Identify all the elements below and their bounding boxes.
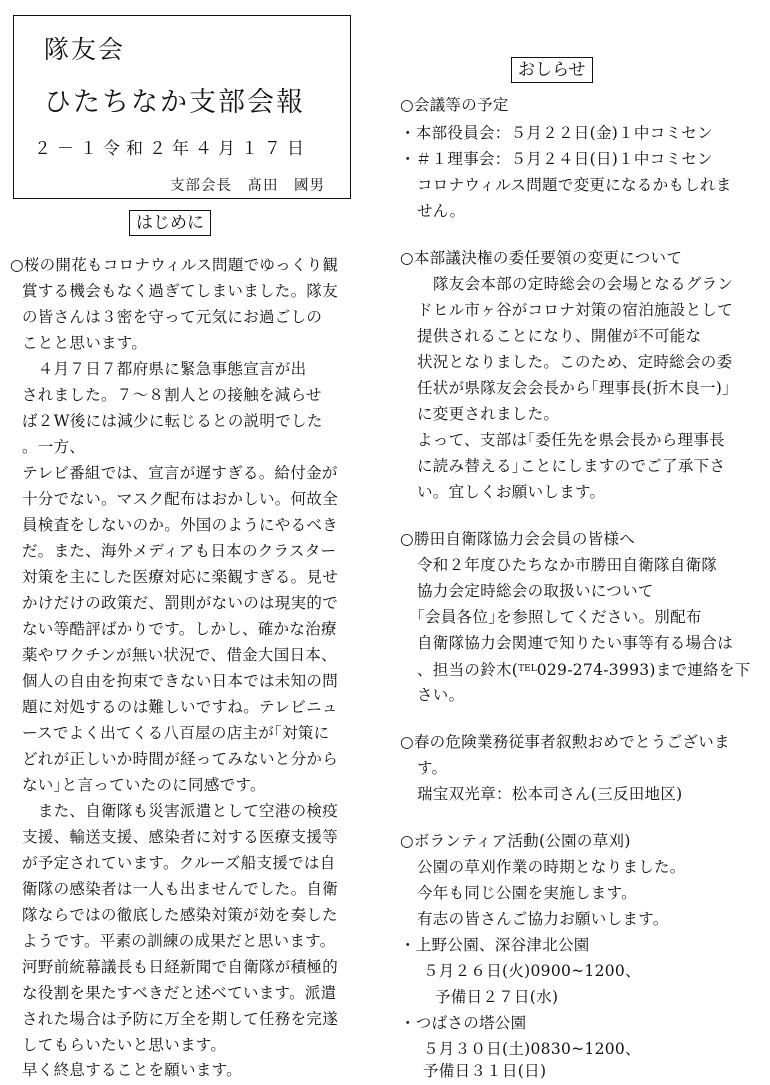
award-line: 瑞宝双光章：松本司さん(三反田地区) [417,785,683,803]
volunteer-line: 予備日２７日(水) [435,988,559,1006]
volunteer-line: 今年も同じ公園を実施します。 [417,884,637,902]
intro-line: テレビ番組では、宣言が遅すぎる。給付金が [22,464,338,482]
newsletter-title: ひたちなか支部会報 [44,87,305,118]
award-title: ○春の危険業務従事者叙勲おめでとうございま [400,733,730,751]
intro-line: ４月７日７都府県に緊急事態宣言が出 [22,360,307,378]
intro-line: ようです。平素の訓練の成果だと思います。 [22,932,336,950]
proxy-line: よって、支部は｢委任先を県会長から理事長 [417,431,725,449]
intro-line: だ。また、海外メディアも日本のクラスター [22,542,337,560]
katsuta-line: さい。 [417,686,465,704]
meetings-line: ・本部役員会：５月２２日(金)１中コミセン [400,124,713,142]
intro-heading: はじめに [129,210,211,236]
volunteer-line: 有志の皆さんご協力お願いします。 [417,910,669,928]
proxy-line: に変更されました。 [417,405,560,423]
intro-line: な役割を果たすべきだと述べています。派遣 [22,984,337,1002]
intro-line: 賞する機会もなく過ぎてしまいました。隊友 [22,282,339,300]
katsuta-contact-phone: 029-274-3993)まで連絡を下 [536,661,751,679]
intro-line: ことと思います。 [22,334,148,352]
intro-line: また、自衛隊も災害派遣として空港の検疫 [22,802,339,820]
katsuta-line: 協力会定時総会の取扱いについて [417,582,654,600]
proxy-line: 状況となりました。このため、定時総会の委 [417,353,733,371]
intro-line: 河野前統幕議長も日経新聞で自衛隊が積極的 [22,958,339,976]
proxy-line: 任状が県隊友会会長から｢理事長(折木良一)｣ [417,379,731,397]
editor-name: 支部会長 髙田 國男 [170,178,325,194]
award-line: す。 [417,759,448,777]
volunteer-line: 公園の草刈作業の時期となりました。 [417,858,686,876]
intro-line: 隊ならではの徹底した感染対策が効を奏した [22,906,338,924]
meetings-line: コロナウィルス問題で変更になるかもしれま [417,176,732,194]
intro-line: ースでよく出てくる八百屋の店主が｢対策に [22,724,330,742]
masthead-box [13,15,351,199]
katsuta-contact-prefix: 、担当の鈴木( [417,661,519,679]
katsuta-line: 令和２年度ひたちなか市勝田自衛隊自衛隊 [417,556,718,574]
intro-line: 早く終息することを願います。 [22,1061,242,1079]
intro-line: 支援、輸送支援、感染者に対する医療支援等 [22,828,339,846]
intro-line: 対策を主にした医療対応に楽観すぎる。見せ [22,568,339,586]
intro-line: どれが正しいか時間が経ってみないと分から [22,750,339,768]
intro-line: 衛隊の感染者は一人も出ませんでした。自衛 [22,880,339,898]
intro-line: された場合は予防に万全を期して任務を完遂 [22,1010,339,1028]
volunteer-line: 予備日３１日(日) [423,1062,547,1080]
intro-line: してもらいたいと思います。 [22,1036,227,1054]
volunteer-line: ５月３０日(土)0830~1200、 [423,1040,641,1058]
intro-line: ない｣と言っていたのに同感です。 [22,776,266,794]
intro-line: の皆さんは３密を守って元気にお過ごしの [22,308,323,326]
proxy-line: 隊友会本部の定時総会の会場となるグラン [433,275,734,293]
proxy-title: ○本部議決権の委任要領の変更について [400,249,683,267]
volunteer-line: ・つばさの塔公園 [400,1014,527,1032]
intro-line: 員検査をしないのか。外国のようにやるべき [22,516,339,534]
intro-line: 個人の自由を拘束できない日本では未知の問 [22,672,339,690]
intro-line: かけだけの政策だ、罰則がないのは現実的で [22,594,339,612]
meetings-line: ・＃１理事会：５月２４日(日)１中コミセン [400,150,713,168]
volunteer-line: ・上野公園、深谷津北公園 [400,936,590,954]
volunteer-title: ○ボランティア活動(公園の草刈) [400,832,631,850]
intro-line: ば２W後には減少に転じるとの説明でした [22,412,323,430]
intro-line: されました。７～８割人との接触を減らせ [22,386,322,404]
katsuta-title: ○勝田自衛隊協力会会員の皆様へ [400,530,636,548]
katsuta-contact-line [417,656,751,683]
newsletter-org-title: 隊友会 [44,35,126,64]
proxy-line: 提供されることになり、開催が不可能な [417,327,702,345]
intro-line: が予定されています。クルーズ船支援では自 [22,854,336,872]
tel-mark: TEL [518,664,537,674]
proxy-line: い。宜しくお願いします。 [417,483,606,501]
katsuta-line: 自衛隊協力会関連で知りたい事等有る場合は [417,634,734,652]
issue-number-date: ２－１令和２年４月１７日 [34,139,310,159]
proxy-line: に読み替える｣ことにしますのでご了承下さ [417,457,726,475]
notices-heading: おしらせ [511,57,593,83]
proxy-line: ドヒル市ヶ谷がコロナ対策の宿泊施設として [417,301,734,319]
volunteer-line: ５月２６日(火)0900~1200、 [423,962,641,980]
meetings-line: せん。 [417,202,466,220]
intro-line: 十分でない。マスク配布はおかしい。何故全 [22,490,339,508]
intro-line: 題に対処するのは難しいですね。テレビニュ [22,698,338,716]
intro-line: ○桜の開花もコロナウィルス問題でゆっくり観 [10,256,339,274]
meetings-title: ○会議等の予定 [400,96,509,114]
intro-line: 。一方、 [22,438,86,456]
katsuta-line: ｢会員各位｣を参照してください。別配布 [417,608,702,626]
intro-line: 薬やワクチンが無い状況で、借金大国日本、 [22,646,337,664]
intro-line: ない等酷評ばかりです。しかし、確かな治療 [22,620,337,638]
